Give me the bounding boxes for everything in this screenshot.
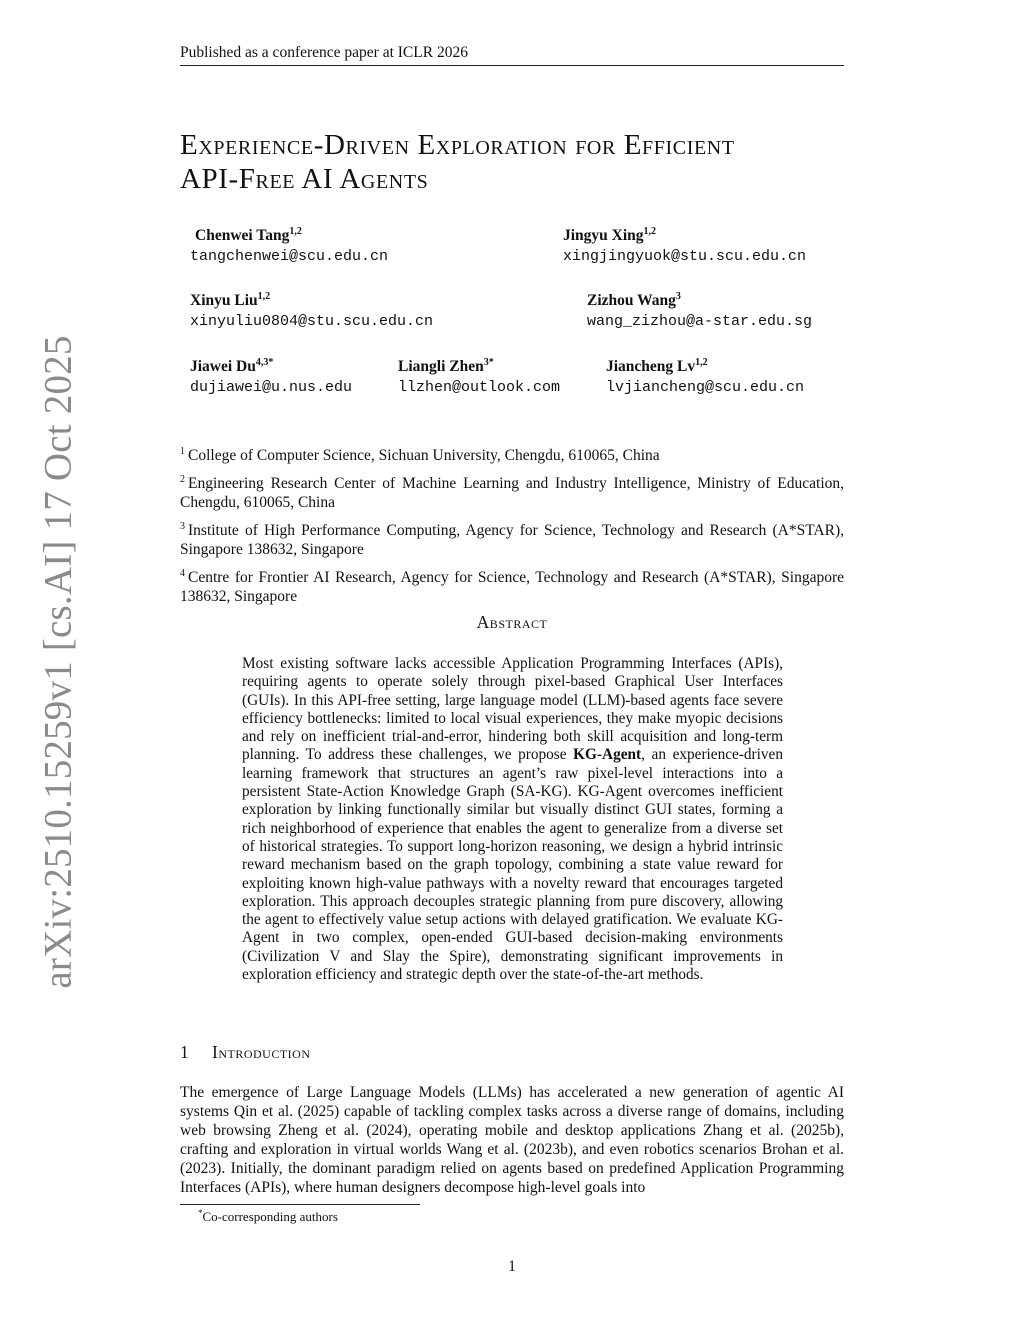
author-name: Jingyu Xing$^{1,2}$ (563, 226, 657, 244)
author-email[interactable]: llzhen@outlook.com (398, 379, 561, 396)
paper-title (180, 128, 844, 196)
abstract-body: Most existing software lacks accessible Application Programming Interfaces (APIs), requiring agents to operate solely through pixel-based Graphical User Interfaces (GUIs). In this API-free setting, large language model (LLM)-based agents face severe efficiency bottlenecks: limited to local visual experiences, they make myopic decisions and rely on inefficient trial-and-error, hindering both skill acquisition and long-term planning. To address these challenges, we propose KG-Agent, an experience-driven learning framework that structures an agent’s raw pixel-level interactions into a persistent State-Action Knowledge Graph (SA-KG). KG-Agent overcomes inefficient exploration by linking functionally similar but visually distinct GUI states, forming a rich neighborhood of experience that enables the agent to generalize from a diverse set of historical strategies. To support long-horizon reasoning, we design a hybrid intrinsic reward mechanism based on the graph topology, combining a state value reward for exploiting known high-value pathways with a novelty reward that encourages targeted exploration. This approach decouples strategic planning from pure discovery, allowing the agent to effectively value setup actions with delayed gratification. We evaluate KG-Agent in two complex, open-ended GUI-based decision-making environments (Civilization V and Slay the Spire), demonstrating significant improvements in exploration efficiency and strategic depth over the state-of-the-art methods. (242, 655, 783, 984)
author-name: Chenwei Tang$^{1,2}$ (195, 226, 302, 244)
section-heading-introduction: 1 Introduction (180, 1042, 311, 1062)
header-rule (180, 65, 844, 66)
footnote: *Co-corresponding authors (198, 1208, 338, 1224)
author-email[interactable]: xinyuliu0804@stu.scu.edu.cn (190, 313, 434, 330)
author-block (190, 358, 352, 397)
author-block (398, 358, 560, 397)
introduction-body: The emergence of Large Language Models (LLMs) has accelerated a new generation of agentic AI systems Qin et al. (2025) capable of tackling complex tasks across a diverse range of domains, including web browsing Zheng et al. (2024), operating mobile and desktop applications Zhang et al. (2025b), crafting and exploration in virtual worlds Wang et al. (2023b), and even robotics scenarios Brohan et al. (2023). Initially, the dominant paradigm relied on agents based on predefined Application Programming Interfaces (APIs), where human designers decompose high-level goals into (180, 1084, 844, 1196)
affiliation: $^4$ Centre for Frontier AI Research, Agency for Science, Technology and Research (A*STAR), Singapore 138632, Singapore (180, 568, 844, 605)
author-block (190, 227, 388, 266)
author-block (606, 358, 804, 397)
author-name: Zizhou Wang$^3$ (587, 291, 681, 309)
footnote-rule (180, 1204, 420, 1205)
author-email[interactable]: tangchenwei@scu.edu.cn (190, 248, 389, 265)
method-name: KG-Agent (573, 746, 642, 764)
author-name: Jiawei $Du^{4,3*}$ (190, 357, 274, 375)
author-email[interactable]: wang_zizhou@a-star.edu.sg (587, 313, 813, 330)
author-block (587, 292, 812, 331)
author-email[interactable]: xingjingyuok@stu.scu.edu.cn (563, 248, 807, 265)
affiliation: $^3$ Institute of High Performance Computing, Agency for Science, Technology and Research (A*STAR), Singapore 138632, Singapore (180, 521, 844, 558)
title-line-2: API-Free AI Agents (180, 163, 429, 195)
abstract-heading: Abstract (476, 612, 548, 632)
title-line-1: Experience-Driven Exploration for Efficient (180, 129, 735, 161)
author-name: Jiancheng Lv$^{1,2}$ (606, 357, 708, 375)
author-block (563, 227, 806, 266)
affiliation: $^2$ Engineering Research Center of Machine Learning and Industry Intelligence, Ministry of Education, Chengdu, 610065, China (180, 474, 844, 511)
affiliation: $^1$ College of Computer Science, Sichuan University, Chengdu, 610065, China (180, 446, 660, 464)
author-block (190, 292, 433, 331)
author-email[interactable]: lvjiancheng@scu.edu.cn (606, 379, 805, 396)
author-name: Liangli Zhen$^{3*}$ (398, 357, 494, 375)
page-number: 1 (508, 1258, 516, 1275)
author-email[interactable]: dujiawei@u.nus.edu (190, 379, 353, 396)
author-name: Xinyu Liu$^{1,2}$ (190, 291, 271, 309)
running-header: Published as a conference paper at ICLR 2026 (180, 44, 468, 61)
arxiv-stamp: arXiv:2510.15259v1 [cs.AI] 17 Oct 2025 (36, 335, 80, 989)
